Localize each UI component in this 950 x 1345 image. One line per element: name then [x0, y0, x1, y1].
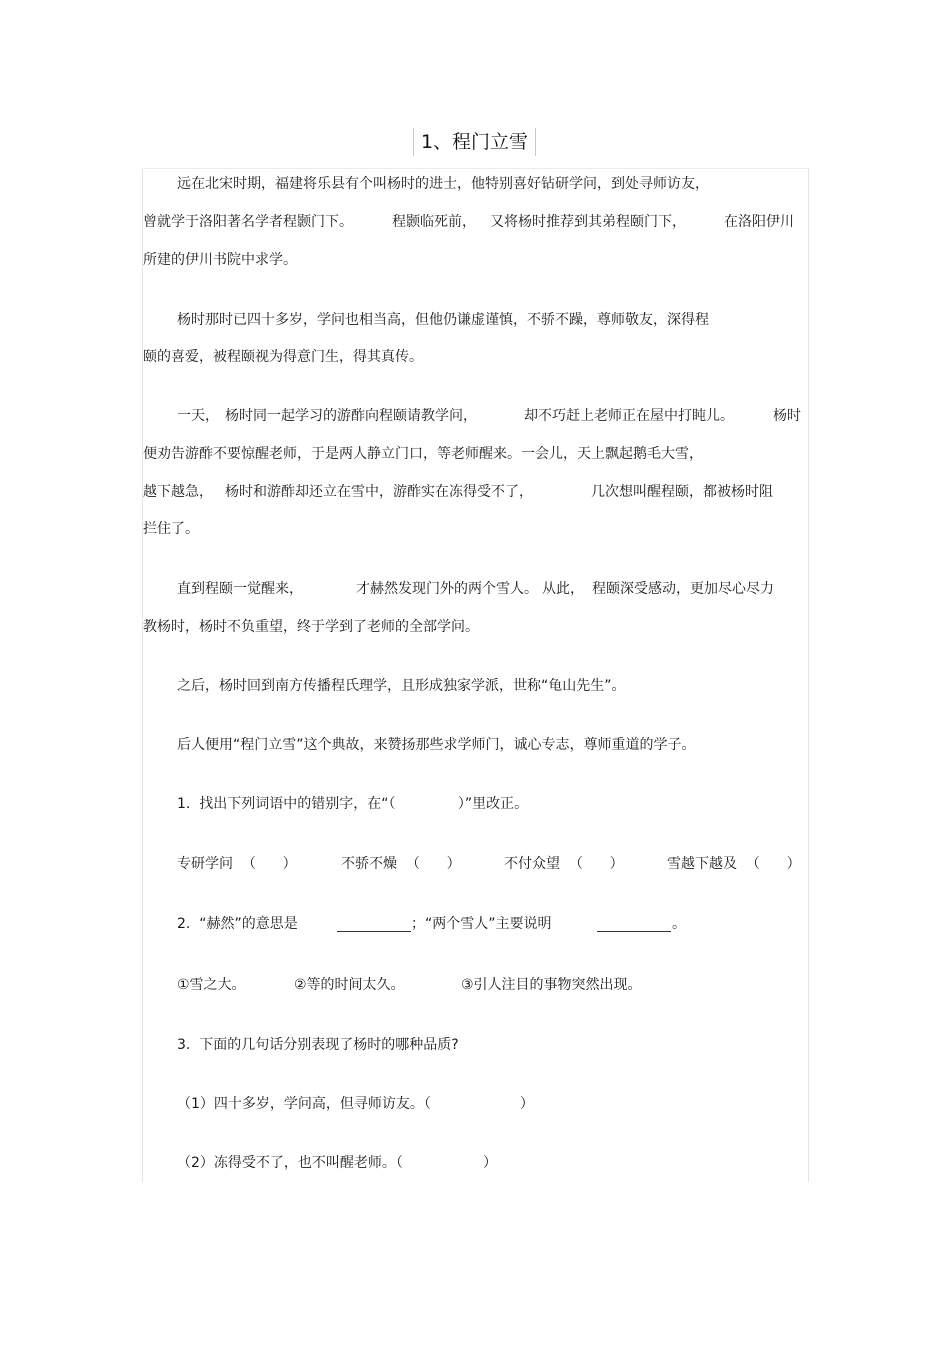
p3-line-4: 拦住了。 [143, 521, 199, 537]
q2-prompt-sep: ；“两个雪人”主要说明 [411, 916, 552, 932]
p3-line-2: 便劝告游酢不要惊醒老师，于是两人静立门口，等老师醒来。一会儿，天上飘起鹅毛大雪， [143, 446, 703, 462]
q1-item-1: 专研学问 （ ） [177, 856, 297, 872]
q2-prompt: 2. “赫然”的意思是 [177, 916, 298, 932]
q2-option-3: ③引人注目的事物突然出现。 [461, 977, 642, 993]
p3-line-1d: 杨时 [773, 408, 801, 424]
p3-line-3a: 越下越急， [143, 484, 213, 500]
p3-line-3b: 杨时和游酢却还立在雪中，游酢实在冻得受不了， [225, 484, 533, 500]
q3-prompt: 3. 下面的几句话分别表现了杨时的哪种品质? [177, 1037, 459, 1053]
p1-line-2b: 程颢临死前， [392, 214, 476, 230]
p3-line-3c: 几次想叫醒程颐，都被杨时阻 [591, 484, 773, 500]
p4-line-2: 教杨时，杨时不负重望，终于学到了老师的全部学问。 [143, 619, 479, 635]
q3-item-1: （1）四十多岁，学问高，但寻师访友。（ ） [177, 1096, 534, 1112]
q1-item-4: 雪越下越及 （ ） [667, 856, 801, 872]
p3-line-1c: 却不巧赶上老师正在屋中打盹儿。 [524, 408, 734, 424]
p1-line-2a: 曾就学于洛阳著名学者程颢门下。 [143, 214, 353, 230]
p1-line-2c: 又将杨时推荐到其弟程颐门下， [490, 214, 686, 230]
p5-line: 之后，杨时回到南方传播程氏理学，且形成独家学派，世称“龟山先生”。 [177, 678, 626, 694]
q1-item-2: 不骄不燥 （ ） [341, 856, 461, 872]
q2-option-1: ①雪之大。 [177, 977, 246, 993]
q1-prompt: 1. 找出下列词语中的错别字，在“（ ）”里改正。 [177, 796, 529, 812]
p6-line: 后人便用“程门立雪”这个典故，来赞扬那些求学师门，诚心专志，尊师重道的学子。 [177, 737, 696, 753]
q2-option-2: ②等的时间太久。 [294, 977, 405, 993]
p3-line-1a: 一天， [177, 408, 219, 424]
q2-answer-blank-2[interactable] [597, 918, 671, 932]
page-title: 1、程门立雪 [413, 128, 536, 156]
p1-line-2d: 在洛阳伊川 [724, 214, 794, 230]
p4-line-1c: 从此， [542, 581, 584, 597]
p1-line-3: 所建的伊川书院中求学。 [143, 252, 297, 268]
q2-answer-blank-1[interactable] [337, 918, 411, 932]
q1-item-3: 不付众望 （ ） [504, 856, 624, 872]
p4-line-1a: 直到程颐一觉醒来， [177, 581, 303, 597]
p4-line-1d: 程颐深受感动，更加尽心尽力 [592, 581, 774, 597]
p4-line-1b: 才赫然发现门外的两个雪人。 [356, 581, 538, 597]
p2-line-2: 颐的喜爱，被程颐视为得意门生，得其真传。 [143, 349, 423, 365]
p1-line-1: 远在北宋时期，福建将乐县有个叫杨时的进士，他特别喜好钻研学问，到处寻师访友， [177, 176, 709, 192]
q3-item-2: （2）冻得受不了，也不叫醒老师。（ ） [177, 1155, 498, 1171]
p3-line-1b: 杨时同一起学习的游酢向程颐请教学问， [225, 408, 477, 424]
p2-line-1: 杨时那时已四十多岁，学问也相当高，但他仍谦虚谨慎，不骄不躁，尊师敬友，深得程 [177, 312, 709, 328]
q2-prompt-end: 。 [672, 916, 686, 932]
